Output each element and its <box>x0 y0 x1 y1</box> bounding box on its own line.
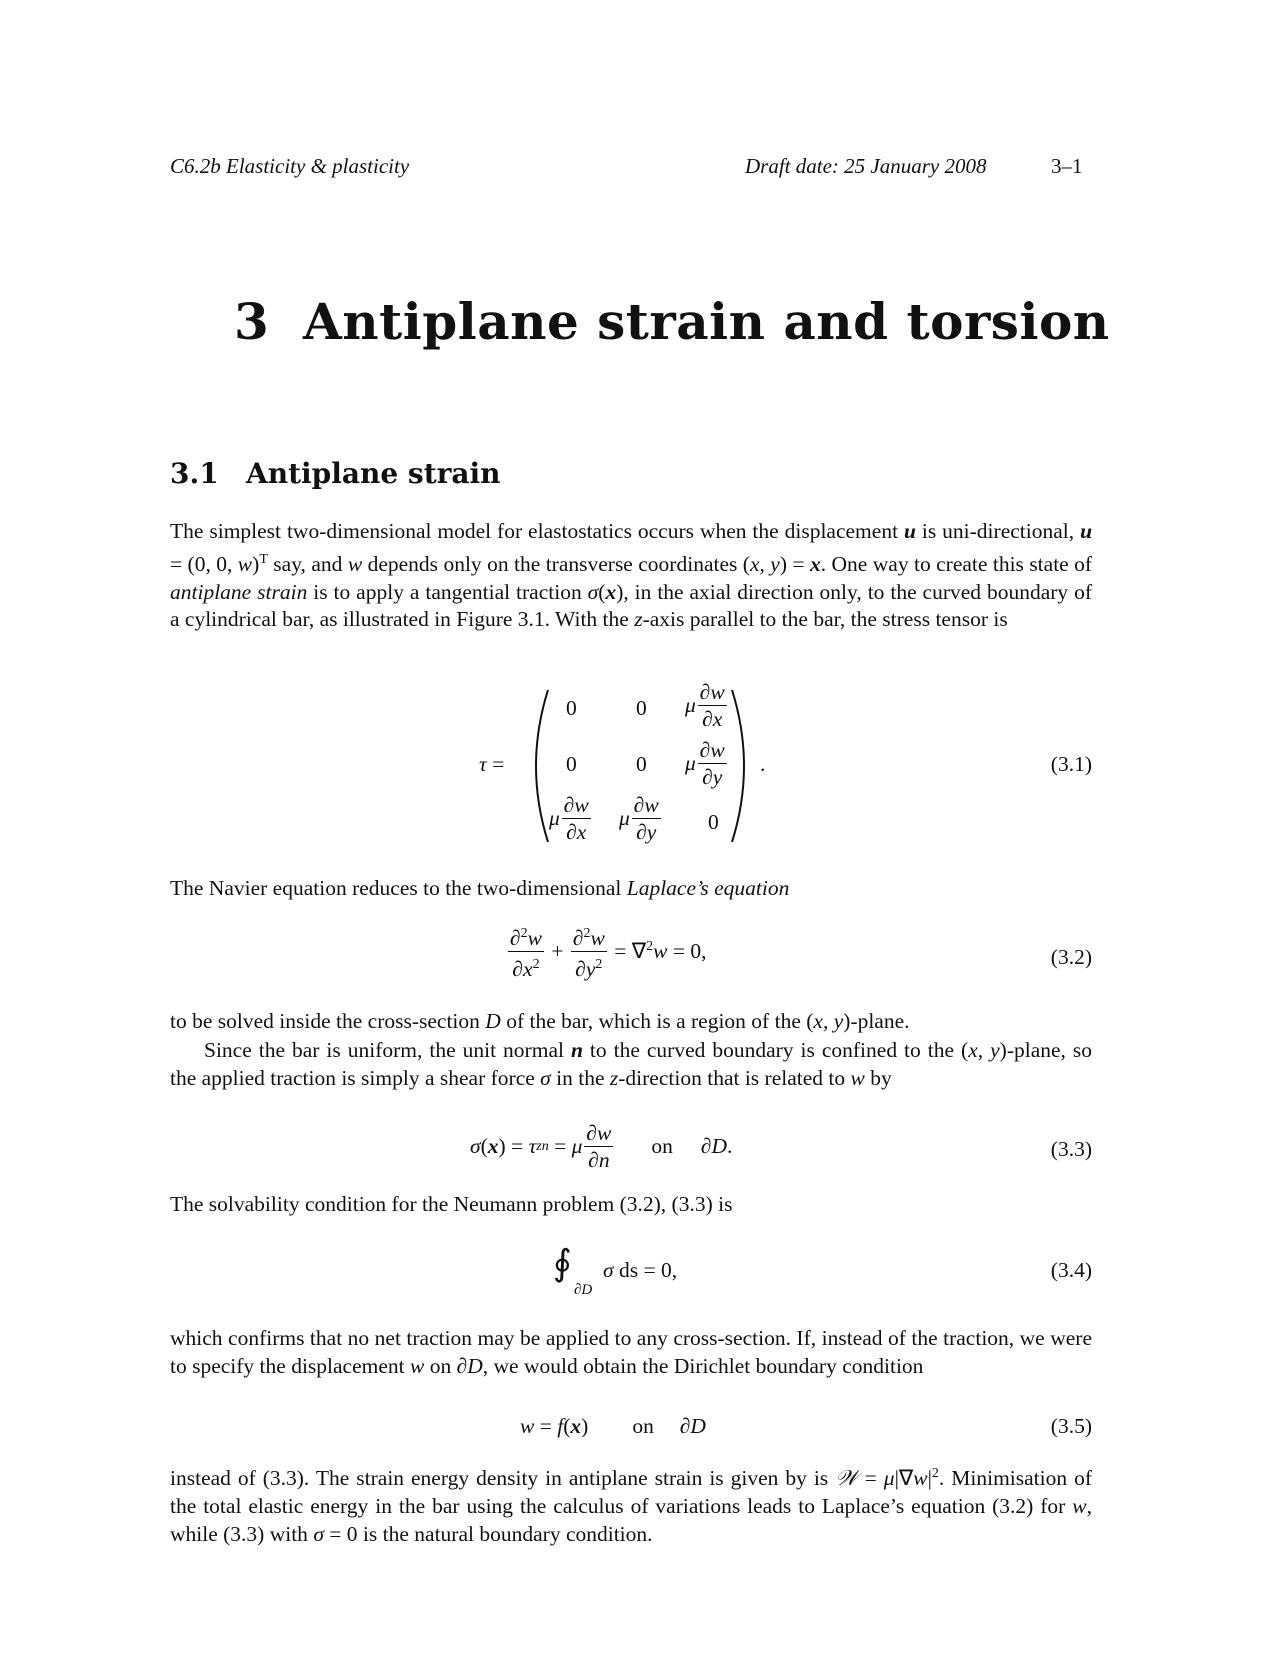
page-number: 3–1 <box>1051 154 1083 178</box>
paragraph-intro: The simplest two-dimensional model for elastostatics occurs when the displacement u is uni-directional, u = (0, 0, w)$^T$ say, and w depends only on the transverse coordinates (x, y) = x. One way to create this state of antiplane strain is to apply a tangential traction σ(x), in the axial direction only, to the curved boundary of a cylindrical bar, as illustrated in Figure 3.1. With the z-axis parallel to the bar, the stress tensor is <box>170 519 1093 632</box>
chapter-title: Antiplane strain and torsion <box>303 292 1110 351</box>
running-header-left: C6.2b Elasticity & plasticity <box>170 154 410 178</box>
equation-number: (3.5) <box>1050 1414 1092 1438</box>
paragraph-dirichlet: which confirms that no net traction may be applied to any cross-section. If, instead of the traction, we were to specify the displacement w on ∂D, we would obtain the Dirichlet boundary condition <box>170 1326 1092 1378</box>
equation-3-3: σ ( x ) = τ zn = μ $\frac{\partial w}{\partial n}$ on ∂D . <box>470 1121 733 1172</box>
running-header-date: Draft date: 25 January 2008 <box>745 154 987 178</box>
section-title: Antiplane strain <box>246 457 501 490</box>
equation-number: (3.2) <box>1050 945 1092 969</box>
equation-3-2: $\frac{\partial^2w}{\partial x^2}$ + $\frac{\partial^2w}{\partial y^2}$ = ∇$^2$ w = 0, <box>506 922 706 981</box>
paragraph-navier: The Navier equation reduces to the two-dimensional Laplace’s equation <box>170 876 790 900</box>
equation-number: (3.1) <box>1050 752 1092 776</box>
paragraph-strain-energy: instead of (3.3). The strain energy density in antiplane strain is given by is 𝒲 = $\mu|\nabla w|^2$. Minimisation of the total elastic energy in the bar using the calculus of variations leads to Laplace’s equation (3.2) for w, while (3.3) with σ = 0 is the natural boundary condition. <box>170 1466 1093 1546</box>
equation-number: (3.4) <box>1050 1258 1092 1282</box>
contour-integral-sign: ∮ <box>553 1243 572 1283</box>
equation-3-5: w = f ( x ) on ∂D <box>520 1414 706 1438</box>
equation-number: (3.3) <box>1050 1137 1092 1161</box>
paragraph-cross-section: to be solved inside the cross-section D of the bar, which is a region of the (x, y)-plane. <box>170 1009 910 1033</box>
chapter-number: 3 <box>234 292 270 351</box>
paragraph-uniform-bar: Since the bar is uniform, the unit normal n to the curved boundary is confined to the (x, y)-plane, so the applied traction is simply a shear force σ in the z-direction that is related to w by <box>170 1038 1093 1090</box>
section-number: 3.1 <box>170 457 219 490</box>
paragraph-solvability: The solvability condition for the Neumann problem (3.2), (3.3) is <box>170 1192 733 1216</box>
equation-3-4: σ ds = 0, <box>603 1258 678 1282</box>
